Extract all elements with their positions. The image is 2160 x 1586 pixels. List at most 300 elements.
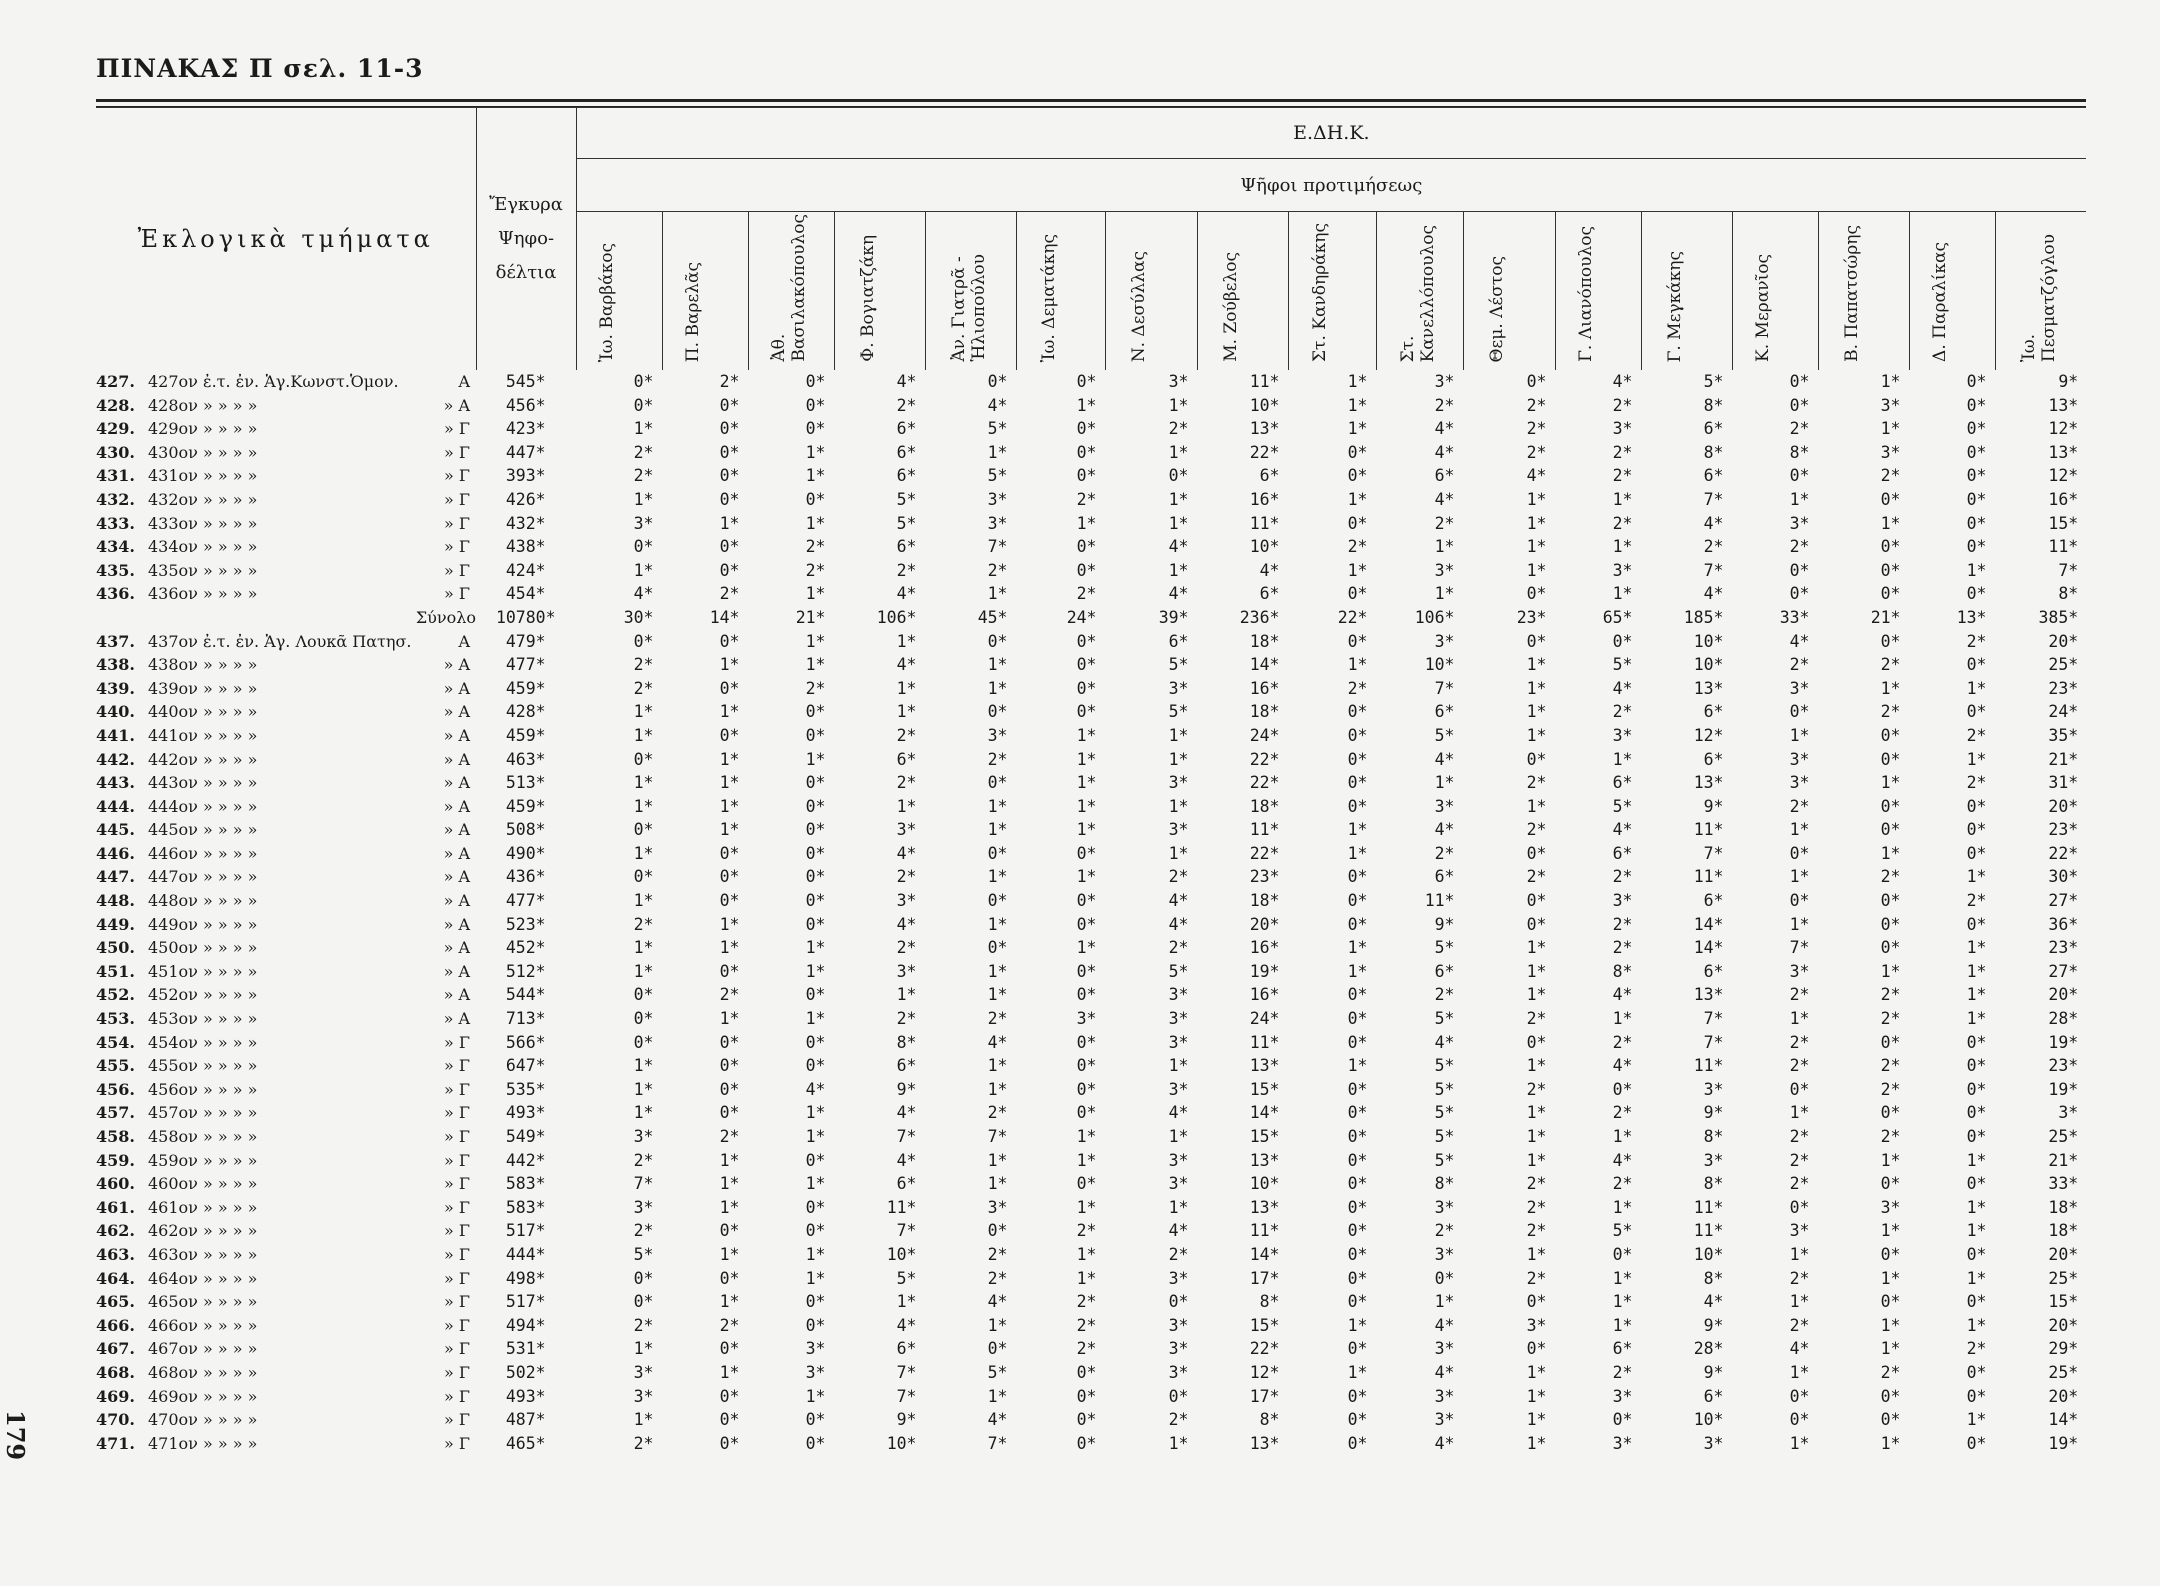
table-row xyxy=(96,464,2086,488)
vote-cell: 1* xyxy=(987,678,1008,698)
table-row xyxy=(96,1196,2086,1220)
vote-cell: 0* xyxy=(805,395,826,415)
vote-cell: 0* xyxy=(1880,584,1901,604)
vote-cell: 0* xyxy=(633,372,654,391)
valid-ballots-cell: 428* xyxy=(505,702,546,722)
vote-cell: 2* xyxy=(1789,1150,1810,1170)
vote-cell: 11* xyxy=(1693,1221,1724,1241)
vote-cell: 1* xyxy=(633,1079,654,1099)
district-label: 439ον » » » » xyxy=(148,678,258,698)
vote-cell: 0* xyxy=(1347,702,1368,722)
vote-cell: 0* xyxy=(1347,1244,1368,1264)
vote-cell: 1* xyxy=(1526,489,1547,509)
candidate-header xyxy=(1105,212,1197,371)
candidate-name: Θεμ. Λέστος xyxy=(1487,255,1507,362)
vote-cell: 0* xyxy=(719,961,740,981)
vote-cell: 7* xyxy=(987,537,1008,557)
vote-cell: 15* xyxy=(2048,513,2079,533)
vote-cell: 1* xyxy=(987,796,1008,816)
table-row xyxy=(96,1361,2086,1385)
vote-cell: 0* xyxy=(1347,914,1368,934)
vote-cell: 0* xyxy=(805,796,826,816)
vote-cell: 22* xyxy=(1249,773,1280,793)
table-body xyxy=(96,370,2086,1455)
vote-cell: 1* xyxy=(719,1292,740,1312)
vote-cell: 4* xyxy=(1612,1056,1633,1076)
vote-cell: 0* xyxy=(805,1410,826,1430)
districts-header: Ἐκλογικὰ τμήματα xyxy=(96,108,476,371)
vote-cell: 1* xyxy=(1168,1056,1189,1076)
vote-cell: 0* xyxy=(1789,1386,1810,1406)
district-cell xyxy=(96,441,476,465)
vote-cell: 0* xyxy=(1966,466,1987,486)
row-number: 455. xyxy=(96,1056,135,1076)
vote-cell: 2* xyxy=(1076,1315,1097,1335)
district-mark: » Γ xyxy=(444,1174,470,1194)
vote-cell: 2* xyxy=(1612,867,1633,887)
district-label: 438ον » » » » xyxy=(148,655,258,675)
vote-cell: 0* xyxy=(719,631,740,651)
vote-cell: 0* xyxy=(719,891,740,911)
vote-cell: 13* xyxy=(2048,395,2079,415)
table-row xyxy=(96,795,2086,819)
district-cell xyxy=(96,1078,476,1102)
vote-cell: 13* xyxy=(1249,1150,1280,1170)
vote-cell: 0* xyxy=(1966,1244,1987,1264)
party-header: Ε.ΔΗ.Κ. xyxy=(576,108,2086,159)
vote-cell: 14* xyxy=(709,607,740,627)
district-mark: » Α xyxy=(443,820,470,840)
table-row xyxy=(96,370,2086,394)
vote-cell: 3* xyxy=(1168,1268,1189,1288)
vote-cell: 2* xyxy=(1966,773,1987,793)
vote-cell: 5* xyxy=(896,489,917,509)
vote-cell: 2* xyxy=(1612,395,1633,415)
district-mark: » Α xyxy=(443,843,470,863)
vote-cell: 24* xyxy=(2048,702,2079,722)
vote-cell: 0* xyxy=(805,867,826,887)
vote-cell: 4* xyxy=(1526,466,1547,486)
vote-cell: 0* xyxy=(719,419,740,439)
row-number: 448. xyxy=(96,891,135,911)
table-row xyxy=(96,535,2086,559)
vote-cell: 7* xyxy=(896,1386,917,1406)
vote-cell: 4* xyxy=(1434,1433,1455,1453)
district-mark: » Α xyxy=(443,867,470,887)
vote-cell: 8* xyxy=(1703,1127,1724,1146)
vote-cell: 1* xyxy=(1880,1339,1901,1359)
vote-cell: 1* xyxy=(896,796,917,816)
vote-cell: 2* xyxy=(987,1244,1008,1264)
vote-cell: 4* xyxy=(987,1410,1008,1430)
vote-cell: 13* xyxy=(1249,1433,1280,1453)
vote-cell: 6* xyxy=(1703,961,1724,981)
vote-cell: 22* xyxy=(1249,749,1280,769)
vote-cell: 1* xyxy=(719,513,740,533)
table-row xyxy=(96,1243,2086,1267)
vote-cell: 1* xyxy=(896,1292,917,1312)
vote-cell: 1* xyxy=(987,1150,1008,1170)
row-number: 434. xyxy=(96,537,135,557)
vote-cell: 0* xyxy=(1880,749,1901,769)
vote-cell: 1* xyxy=(1526,1056,1547,1076)
vote-cell: 2* xyxy=(1612,1032,1633,1052)
vote-cell: 13* xyxy=(2048,442,2079,462)
valid-ballots-cell: 512* xyxy=(505,961,546,981)
district-mark: » Γ xyxy=(444,1362,470,1382)
vote-cell: 4* xyxy=(896,914,917,934)
vote-cell: 1* xyxy=(1168,560,1189,580)
vote-cell: 2* xyxy=(1434,843,1455,863)
valid-ballots-cell: 583* xyxy=(505,1197,546,1217)
district-label: 455ον » » » » xyxy=(148,1056,258,1076)
vote-cell: 4* xyxy=(896,843,917,863)
table-row xyxy=(96,1149,2086,1173)
vote-cell: 2* xyxy=(1612,914,1633,934)
vote-cell: 1* xyxy=(1966,749,1987,769)
vote-cell: 0* xyxy=(1347,725,1368,745)
vote-cell: 2* xyxy=(805,537,826,557)
vote-cell: 0* xyxy=(805,773,826,793)
district-label: 462ον » » » » xyxy=(148,1221,258,1241)
district-mark: » Α xyxy=(443,725,470,745)
vote-cell: 1* xyxy=(1880,1221,1901,1241)
vote-cell: 1* xyxy=(633,961,654,981)
vote-cell: 14* xyxy=(1249,1103,1280,1123)
district-mark: » Γ xyxy=(444,1221,470,1241)
vote-cell: 1* xyxy=(805,1244,826,1264)
vote-cell: 2* xyxy=(1789,1127,1810,1146)
vote-cell: 0* xyxy=(987,372,1008,391)
vote-cell: 0* xyxy=(1076,560,1097,580)
valid-ballots-cell: 459* xyxy=(505,725,546,745)
district-label: 454ον » » » » xyxy=(148,1032,258,1052)
vote-cell: 0* xyxy=(1526,1032,1547,1052)
vote-cell: 0* xyxy=(1347,796,1368,816)
vote-cell: 0* xyxy=(1966,537,1987,557)
district-mark: » Γ xyxy=(444,560,470,580)
vote-cell: 1* xyxy=(719,702,740,722)
vote-cell: 2* xyxy=(1612,702,1633,722)
vote-cell: 2* xyxy=(633,678,654,698)
vote-cell: 2* xyxy=(1789,796,1810,816)
vote-cell: 6* xyxy=(896,1056,917,1076)
vote-cell: 0* xyxy=(719,725,740,745)
page-number: 179 xyxy=(1,1410,30,1461)
vote-cell: 0* xyxy=(719,1410,740,1430)
vote-cell: 6* xyxy=(1612,843,1633,863)
row-number: 435. xyxy=(96,560,135,580)
vote-cell: 1* xyxy=(633,725,654,745)
district-cell xyxy=(96,1337,476,1361)
vote-cell: 0* xyxy=(805,1433,826,1453)
vote-cell: 0* xyxy=(1347,1032,1368,1052)
vote-cell: 1* xyxy=(1880,372,1901,391)
vote-cell: 2* xyxy=(987,1268,1008,1288)
vote-cell: 15* xyxy=(1249,1127,1280,1146)
vote-cell: 25* xyxy=(2048,655,2079,675)
vote-cell: 10* xyxy=(1693,631,1724,651)
vote-cell: 0* xyxy=(1076,537,1097,557)
vote-cell: 2* xyxy=(719,372,740,391)
vote-cell: 0* xyxy=(1880,537,1901,557)
valid-ballots-cell: 465* xyxy=(505,1433,546,1453)
vote-cell: 1* xyxy=(719,796,740,816)
valid-ballots-cell: 393* xyxy=(505,466,546,486)
vote-cell: 5* xyxy=(987,466,1008,486)
vote-cell: 2* xyxy=(1434,395,1455,415)
vote-cell: 0* xyxy=(1347,1197,1368,1217)
vote-cell: 3* xyxy=(1168,1009,1189,1029)
vote-cell: 2* xyxy=(1789,1315,1810,1335)
vote-cell: 0* xyxy=(1076,372,1097,391)
table-row xyxy=(96,1314,2086,1338)
vote-cell: 4* xyxy=(1703,584,1724,604)
valid-ballots-cell: 456* xyxy=(505,395,546,415)
district-mark: » Γ xyxy=(444,466,470,486)
vote-cell: 3* xyxy=(987,513,1008,533)
vote-cell: 10* xyxy=(886,1433,917,1453)
candidate-name: Φ. Βογιατζάκη xyxy=(857,235,878,362)
vote-cell: 18* xyxy=(1249,702,1280,722)
vote-cell: 21* xyxy=(2048,1150,2079,1170)
vote-cell: 3* xyxy=(1168,985,1189,1005)
candidate-name: Στ. Κανδηράκης xyxy=(1310,223,1330,362)
vote-cell: 1* xyxy=(1526,1244,1547,1264)
vote-cell: 1* xyxy=(1612,1197,1633,1217)
candidate-name: Ἰω. Πεσματζόγλου xyxy=(2018,233,2059,362)
vote-cell: 0* xyxy=(1347,584,1368,604)
row-number: 465. xyxy=(96,1292,135,1312)
vote-cell: 2* xyxy=(633,466,654,486)
table-row xyxy=(96,1054,2086,1078)
district-label: 456ον » » » » xyxy=(148,1079,258,1099)
vote-cell: 2* xyxy=(1789,1056,1810,1076)
vote-cell: 3* xyxy=(896,891,917,911)
district-cell xyxy=(96,1007,476,1031)
vote-cell: 0* xyxy=(1880,1386,1901,1406)
vote-cell: 0* xyxy=(1880,1244,1901,1264)
vote-cell: 0* xyxy=(805,1197,826,1217)
row-number: 437. xyxy=(96,631,135,651)
district-cell xyxy=(96,417,476,441)
vote-cell: 5* xyxy=(1612,655,1633,675)
vote-cell: 2* xyxy=(1526,395,1547,415)
vote-cell: 0* xyxy=(1880,489,1901,509)
table-row xyxy=(96,865,2086,889)
district-cell xyxy=(96,1101,476,1125)
vote-cell: 3* xyxy=(1434,796,1455,816)
district-label: 432ον » » » » xyxy=(148,489,258,509)
row-number: 439. xyxy=(96,678,135,698)
vote-cell: 2* xyxy=(633,1150,654,1170)
vote-cell: 13* xyxy=(1693,985,1724,1005)
district-label: 430ον » » » » xyxy=(148,442,258,462)
table-row xyxy=(96,677,2086,701)
vote-cell: 2* xyxy=(1612,442,1633,462)
vote-cell: 0* xyxy=(1347,1433,1368,1453)
vote-cell: 1* xyxy=(987,1315,1008,1335)
vote-cell: 0* xyxy=(719,1079,740,1099)
vote-cell: 1* xyxy=(1966,1150,1987,1170)
vote-cell: 1* xyxy=(987,584,1008,604)
vote-cell: 11* xyxy=(1249,1032,1280,1052)
vote-cell: 1* xyxy=(805,466,826,486)
vote-cell: 2* xyxy=(896,867,917,887)
valid-ballots-cell: 426* xyxy=(505,489,546,509)
vote-cell: 0* xyxy=(633,631,654,651)
district-mark: » Γ xyxy=(444,489,470,509)
table-row xyxy=(96,818,2086,842)
district-cell xyxy=(96,1385,476,1409)
vote-cell: 11* xyxy=(1249,1221,1280,1241)
vote-cell: 1* xyxy=(1076,395,1097,415)
vote-cell: 25* xyxy=(2048,1268,2079,1288)
row-number: 466. xyxy=(96,1315,135,1335)
vote-cell: 106* xyxy=(876,607,917,627)
vote-cell: 185* xyxy=(1683,607,1724,627)
vote-cell: 236* xyxy=(1239,607,1280,627)
valid-ballots-cell: 544* xyxy=(505,985,546,1005)
vote-cell: 1* xyxy=(1789,820,1810,840)
vote-cell: 1* xyxy=(896,702,917,722)
vote-cell: 3* xyxy=(1434,631,1455,651)
district-label: 459ον » » » » xyxy=(148,1150,258,1170)
vote-cell: 4* xyxy=(896,1315,917,1335)
vote-cell: 1* xyxy=(633,1339,654,1359)
candidate-name: Στ. Κανελλόπουλος xyxy=(1397,224,1438,362)
vote-cell: 2* xyxy=(1880,867,1901,887)
vote-cell: 1* xyxy=(987,442,1008,462)
vote-cell: 4* xyxy=(1434,749,1455,769)
vote-cell: 16* xyxy=(1249,489,1280,509)
row-number: 433. xyxy=(96,513,135,533)
vote-cell: 1* xyxy=(719,1244,740,1264)
vote-cell: 3* xyxy=(1612,891,1633,911)
vote-cell: 6* xyxy=(1612,773,1633,793)
vote-cell: 6* xyxy=(1703,891,1724,911)
candidate-name: Ἰω. Βαρβάκος xyxy=(597,242,617,362)
vote-cell: 6* xyxy=(1259,466,1280,486)
candidate-header xyxy=(1555,212,1641,371)
vote-cell: 0* xyxy=(805,1150,826,1170)
vote-cell: 9* xyxy=(1703,1315,1724,1335)
vote-cell: 2* xyxy=(1526,442,1547,462)
district-cell xyxy=(96,913,476,937)
table-row xyxy=(96,1078,2086,1102)
district-label: 445ον » » » » xyxy=(148,820,258,840)
vote-cell: 7* xyxy=(1703,843,1724,863)
vote-cell: 1* xyxy=(719,1362,740,1382)
vote-cell: 0* xyxy=(1347,1221,1368,1241)
vote-cell: 0* xyxy=(987,891,1008,911)
vote-cell: 5* xyxy=(1434,938,1455,958)
table-row xyxy=(96,1125,2086,1149)
district-mark: » Γ xyxy=(444,1150,470,1170)
table-row xyxy=(96,488,2086,512)
candidate-header xyxy=(1732,212,1818,371)
vote-cell: 2* xyxy=(896,773,917,793)
vote-cell: 1* xyxy=(1880,419,1901,439)
vote-cell: 0* xyxy=(805,843,826,863)
vote-cell: 4* xyxy=(1434,820,1455,840)
vote-cell: 2* xyxy=(1880,1127,1901,1146)
vote-cell: 2* xyxy=(1526,1197,1547,1217)
row-number: 428. xyxy=(96,395,135,415)
vote-cell: 0* xyxy=(1789,466,1810,486)
row-number: 440. xyxy=(96,702,135,722)
vote-cell: 1* xyxy=(719,1150,740,1170)
district-cell xyxy=(96,1172,476,1196)
vote-cell: 5* xyxy=(1168,702,1189,722)
row-number: 456. xyxy=(96,1079,135,1099)
vote-cell: 4* xyxy=(1434,442,1455,462)
row-number: 468. xyxy=(96,1362,135,1382)
vote-cell: 11* xyxy=(1693,1056,1724,1076)
district-cell xyxy=(96,394,476,418)
vote-cell: 18* xyxy=(1249,631,1280,651)
vote-cell: 10* xyxy=(1249,537,1280,557)
vote-cell: 2* xyxy=(719,1127,740,1146)
vote-cell: 4* xyxy=(896,655,917,675)
vote-cell: 10* xyxy=(1249,395,1280,415)
vote-cell: 5* xyxy=(1434,1103,1455,1123)
vote-cell: 1* xyxy=(805,1103,826,1123)
district-cell xyxy=(96,1125,476,1149)
vote-cell: 4* xyxy=(1789,631,1810,651)
vote-cell: 1* xyxy=(1789,725,1810,745)
vote-cell: 2* xyxy=(1612,938,1633,958)
vote-cell: 2* xyxy=(987,1009,1008,1029)
vote-cell: 0* xyxy=(1347,513,1368,533)
district-mark: » Γ xyxy=(444,1292,470,1312)
vote-cell: 11* xyxy=(2048,537,2079,557)
vote-cell: 5* xyxy=(633,1244,654,1264)
vote-cell: 3* xyxy=(896,961,917,981)
vote-cell: 1* xyxy=(1526,1433,1547,1453)
district-label: 461ον » » » » xyxy=(148,1197,258,1217)
vote-cell: 0* xyxy=(719,1268,740,1288)
vote-cell: 0* xyxy=(1789,843,1810,863)
candidate-header xyxy=(1641,212,1732,371)
vote-cell: 1* xyxy=(1347,843,1368,863)
district-cell xyxy=(96,795,476,819)
vote-cell: 1* xyxy=(1168,489,1189,509)
vote-cell: 3* xyxy=(1789,961,1810,981)
vote-cell: 10* xyxy=(1424,655,1455,675)
vote-cell: 1* xyxy=(1789,914,1810,934)
vote-cell: 1* xyxy=(805,631,826,651)
district-label: 447ον » » » » xyxy=(148,867,258,887)
vote-cell: 2* xyxy=(1168,938,1189,958)
vote-cell: 1* xyxy=(987,1386,1008,1406)
vote-cell: 1* xyxy=(987,655,1008,675)
vote-cell: 4* xyxy=(1434,419,1455,439)
vote-cell: 1* xyxy=(1526,1150,1547,1170)
vote-cell: 0* xyxy=(1347,1268,1368,1288)
vote-cell: 0* xyxy=(1347,985,1368,1005)
vote-cell: 2* xyxy=(1966,891,1987,911)
vote-cell: 5* xyxy=(1703,372,1724,391)
valid-ballots-cell: 513* xyxy=(505,773,546,793)
vote-cell: 3* xyxy=(1880,442,1901,462)
vote-cell: 23* xyxy=(1249,867,1280,887)
vote-cell: 1* xyxy=(1347,1056,1368,1076)
vote-cell: 0* xyxy=(1612,631,1633,651)
vote-cell: 13* xyxy=(1693,773,1724,793)
vote-cell: 5* xyxy=(1434,1150,1455,1170)
table-row xyxy=(96,630,2086,654)
